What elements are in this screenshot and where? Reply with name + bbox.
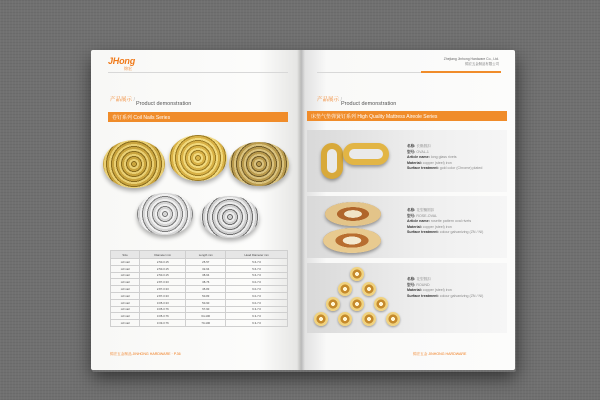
series-bar xyxy=(307,111,507,121)
table-cell: 70-100 xyxy=(186,320,226,327)
section-heading-cn: 产品展示 xyxy=(317,97,340,103)
company-name-en: Zhejiang Jinhong Hardware Co., Ltd. xyxy=(443,57,499,61)
table-cell: 2.50-3.15 xyxy=(140,272,186,279)
column-header: Size xyxy=(111,251,140,259)
section-heading-en: Product demonstration xyxy=(341,101,397,107)
table-cell: 3.05-3.33 xyxy=(140,299,186,306)
header-accent-line xyxy=(421,71,501,73)
table-cell: roll nail xyxy=(111,320,140,327)
round-rivet-image xyxy=(326,297,340,311)
table-cell: 5.6-7.0 xyxy=(226,265,288,272)
table-cell: roll nail xyxy=(111,259,140,266)
section-heading: 产品展示 / xyxy=(110,97,136,103)
header-divider xyxy=(108,72,288,73)
table-cell: 32-64 xyxy=(186,265,226,272)
table-cell: 6.0-7.0 xyxy=(226,279,288,286)
table-header-row xyxy=(111,251,288,259)
table-cell: roll nail xyxy=(111,313,140,320)
table-row xyxy=(111,259,288,266)
table-cell: 2.87-3.33 xyxy=(140,286,186,293)
table-cell: 6.0-7.0 xyxy=(226,286,288,293)
table-cell: roll nail xyxy=(111,306,140,313)
table-cell: 64-100 xyxy=(186,313,226,320)
table-cell: 57-90 xyxy=(186,306,226,313)
coil-nails-gold-1 xyxy=(103,140,165,188)
table-cell: 45-83 xyxy=(186,286,226,293)
series-bar-label: 卷钉系列 Coil Nails Series xyxy=(112,115,171,121)
oval-rivet-image-1 xyxy=(321,143,343,179)
section-heading-en: Product demonstration xyxy=(136,101,192,107)
table-cell: 6.3-7.0 xyxy=(226,313,288,320)
table-cell: 2.50-3.15 xyxy=(140,265,186,272)
table-cell: 2.50-3.15 xyxy=(140,259,186,266)
table-row xyxy=(111,320,288,327)
product-spec-1: 名称: 长椭圆扣 型号: OVAL-1 Article name: long glass rivets Material: copper (steel) iron Surface treatment: gold color (Chrome) plated xyxy=(407,144,483,170)
right-page-footer: 锦宏五金 JINHONG HARDWARE xyxy=(413,352,467,356)
table-cell: 38-76 xyxy=(186,279,226,286)
table-cell: 3.05-3.76 xyxy=(140,313,186,320)
table-cell: 50-90 xyxy=(186,299,226,306)
section-heading: 产品展示 / xyxy=(317,97,343,103)
table-row xyxy=(111,292,288,299)
product-panel-2 xyxy=(307,196,507,258)
brand-logo-subtitle: 锦宏 xyxy=(124,66,132,71)
section-heading-en-wrap xyxy=(136,101,191,107)
left-page-footer: 锦宏五金制品 JINHONG HARDWARE · P.36 xyxy=(110,352,181,356)
round-rivet-image xyxy=(314,312,328,326)
table-cell: roll nail xyxy=(111,279,140,286)
product-panel-1 xyxy=(307,130,507,192)
round-rivet-image xyxy=(338,282,352,296)
product-spec-2: 名称: 花型椭圆扣 型号: ROSE-OVAL Article name: rosette pattern oval rivets Material: copper (steel) iron Surface treatment: colour galvanizing (ZN / NI) xyxy=(407,208,484,234)
coil-nails-brass-3 xyxy=(229,142,289,186)
round-rivet-image xyxy=(350,297,364,311)
table-row xyxy=(111,265,288,272)
column-header: Head Diameter mm xyxy=(226,251,288,259)
table-cell: 2.87-3.33 xyxy=(140,279,186,286)
table-cell: 6.3-7.0 xyxy=(226,306,288,313)
coil-nails-silver-1 xyxy=(137,193,193,235)
table-cell: roll nail xyxy=(111,292,140,299)
specification-table xyxy=(110,250,288,327)
table-cell: 38-64 xyxy=(186,272,226,279)
coil-nails-silver-2 xyxy=(201,196,259,238)
brand-logo: JHong xyxy=(108,56,135,66)
table-cell: roll nail xyxy=(111,265,140,272)
round-rivet-group xyxy=(315,267,399,331)
table-cell: roll nail xyxy=(111,299,140,306)
table-row xyxy=(111,286,288,293)
rosette-rivet-image-2 xyxy=(323,228,381,253)
table-cell: roll nail xyxy=(111,286,140,293)
company-name xyxy=(444,57,499,66)
round-rivet-image xyxy=(362,282,376,296)
book-gutter xyxy=(297,50,305,370)
table-cell: 6.0-7.0 xyxy=(226,299,288,306)
table-row xyxy=(111,313,288,320)
round-rivet-image xyxy=(374,297,388,311)
table-cell: 5.6-7.0 xyxy=(226,272,288,279)
column-header: Diameter mm xyxy=(140,251,186,259)
table-cell: 6.0-7.0 xyxy=(226,292,288,299)
table-cell: 6.3-7.0 xyxy=(226,320,288,327)
product-spec-3: 名称: 花型圆扣 型号: ROUND Material: copper (steel) iron Surface treatment: colour galvanizing (ZN / NI) xyxy=(407,277,484,298)
series-bar-label: 床垫气垫弹簧钉系列 High Quality Mattress Aireole Series xyxy=(311,114,438,120)
table-cell: 25-57 xyxy=(186,259,226,266)
round-rivet-image xyxy=(350,267,364,281)
round-rivet-image xyxy=(338,312,352,326)
table-row xyxy=(111,299,288,306)
section-heading-en-wrap xyxy=(341,101,396,107)
table-cell: 5.6-7.0 xyxy=(226,259,288,266)
table-row xyxy=(111,306,288,313)
series-bar xyxy=(108,112,288,122)
section-heading-cn: 产品展示 xyxy=(110,97,133,103)
coil-nails-gold-2 xyxy=(169,135,227,181)
column-header: Length mm xyxy=(186,251,226,259)
rosette-rivet-image-1 xyxy=(325,202,381,226)
table-cell: roll nail xyxy=(111,272,140,279)
product-panel-3 xyxy=(307,263,507,333)
table-row xyxy=(111,272,288,279)
table-cell: 2.87-3.33 xyxy=(140,292,186,299)
table-cell: 3.33-3.76 xyxy=(140,320,186,327)
company-name-cn: 锦宏五金制品有限公司 xyxy=(465,61,499,66)
left-page xyxy=(91,50,301,370)
oval-rivet-image-2 xyxy=(343,143,389,165)
right-page xyxy=(301,50,515,370)
table-cell: 3.05-3.76 xyxy=(140,306,186,313)
round-rivet-image xyxy=(362,312,376,326)
table-cell: 50-83 xyxy=(186,292,226,299)
round-rivet-image xyxy=(386,312,400,326)
table-row xyxy=(111,279,288,286)
